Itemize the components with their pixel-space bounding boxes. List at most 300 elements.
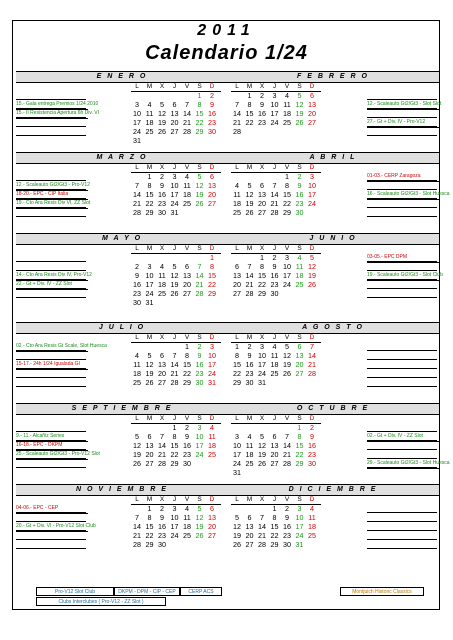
day-number: 13: [208, 513, 216, 522]
day-number: 30: [208, 127, 216, 136]
event-line: [16, 539, 86, 540]
day-number: 3: [197, 423, 202, 432]
event-line: [16, 180, 86, 181]
day-number: 8: [297, 432, 302, 441]
event-item: 15.- Gala entrega Premios 1/24 2010: [16, 101, 88, 110]
weekday-label: L: [235, 415, 239, 422]
day-number: 26: [233, 540, 241, 549]
day-number: 3: [310, 172, 314, 181]
event-item: 27.- Gt + Div. IV - Pro-V12: [367, 119, 439, 128]
day-number: 11: [245, 441, 254, 450]
day-number: 6: [297, 342, 302, 351]
day-number: 5: [247, 181, 252, 190]
month-name: A B R I L: [227, 152, 439, 164]
day-number: 25: [183, 199, 191, 208]
day-number: 12: [195, 181, 204, 190]
day-number: 26: [245, 208, 254, 217]
month-diciembre: [227, 484, 439, 570]
day-number: 4: [285, 91, 289, 100]
day-number: 28: [283, 459, 291, 468]
day-number: 12: [158, 109, 166, 118]
day-number: 29: [145, 208, 154, 217]
day-number: 1: [172, 423, 177, 432]
day-number: 27: [170, 127, 179, 136]
day-number: 6: [147, 432, 152, 441]
event-item: 9.- 11.- Alcañiz Series: [16, 433, 88, 442]
day-number: 26: [295, 118, 304, 127]
day-number: 28: [308, 369, 316, 378]
day-number: 23: [270, 280, 279, 289]
day-number: 15: [170, 441, 179, 450]
day-number: 21: [283, 450, 291, 459]
weekday-label: M: [246, 415, 253, 422]
day-number: 24: [233, 459, 241, 468]
event-line: [367, 539, 437, 540]
day-number: 16: [133, 280, 141, 289]
weekday-label: S: [297, 415, 302, 422]
weekday-label: X: [159, 415, 165, 422]
day-number: 6: [210, 504, 214, 513]
day-number: 31: [233, 468, 241, 477]
day-number: 8: [147, 513, 152, 522]
day-number: 17: [170, 190, 179, 199]
month-julio: [16, 322, 228, 408]
weekday-label: L: [235, 496, 239, 503]
day-number: 4: [210, 423, 214, 432]
weekday-label: L: [135, 334, 139, 341]
day-number: 24: [258, 369, 266, 378]
day-number: 19: [170, 280, 179, 289]
day-number: 1: [272, 504, 277, 513]
day-number: 15: [295, 441, 304, 450]
day-number: 2: [197, 342, 202, 351]
weekday-label: X: [259, 496, 265, 503]
day-number: 17: [258, 360, 266, 369]
month-name: S E P T I E M B R E: [16, 403, 228, 415]
day-number: 16: [270, 271, 279, 280]
day-number: 17: [233, 450, 241, 459]
weekday-label: D: [209, 415, 215, 422]
calendar-title: Calendario 1/24: [145, 42, 308, 64]
day-number: 13: [308, 100, 316, 109]
day-number: 4: [135, 351, 139, 360]
day-number: 4: [272, 342, 277, 351]
day-number: 5: [197, 172, 202, 181]
day-number: 29: [283, 208, 291, 217]
day-number: 20: [295, 360, 304, 369]
day-number: 22: [170, 450, 179, 459]
day-number: 4: [185, 172, 189, 181]
day-number: 14: [158, 441, 166, 450]
day-number: 20: [158, 369, 166, 378]
weekday-header: [131, 334, 221, 343]
day-number: 1: [235, 342, 239, 351]
month-noviembre: [16, 484, 228, 570]
day-number: 23: [195, 369, 204, 378]
day-number: 14: [195, 271, 204, 280]
day-number: 21: [158, 450, 166, 459]
weekday-label: X: [259, 164, 265, 171]
day-number: 2: [272, 253, 277, 262]
event-item: 19.- Cto Ara Resis Div VI, ZZ Slot: [16, 200, 88, 209]
event-line: [367, 458, 437, 459]
day-number: 10: [208, 351, 216, 360]
day-number: 17: [195, 441, 204, 450]
day-number: 18: [308, 522, 316, 531]
month-octubre: [227, 403, 450, 489]
day-number: 11: [208, 432, 216, 441]
day-number: 3: [260, 342, 264, 351]
weekday-label: J: [172, 496, 177, 503]
day-number: 11: [270, 351, 279, 360]
day-number: 1: [147, 172, 152, 181]
day-number: 16: [308, 441, 316, 450]
day-number: 26: [308, 280, 316, 289]
day-number: 5: [172, 262, 177, 271]
month-name: A G O S T O: [227, 322, 439, 334]
weekday-label: S: [297, 164, 302, 171]
day-number: 10: [308, 181, 316, 190]
day-number: 7: [197, 262, 202, 271]
event-item: 29.- Scaleauto Gt2/Gt3 - Slot Huesca: [367, 460, 439, 469]
day-number: 12: [258, 441, 266, 450]
day-number: 1: [297, 423, 302, 432]
event-line: [367, 216, 437, 217]
day-number: 13: [183, 271, 191, 280]
event-line: [16, 548, 86, 549]
month-name: N O V I E M B R E: [16, 484, 228, 496]
day-number: 8: [172, 432, 177, 441]
day-number: 21: [170, 369, 179, 378]
weekday-header: [231, 164, 321, 173]
day-number: 10: [233, 441, 241, 450]
day-number: 17: [133, 118, 141, 127]
event-line: [16, 126, 86, 127]
day-number: 19: [283, 360, 291, 369]
day-number: 6: [160, 351, 164, 360]
day-number: 19: [233, 531, 241, 540]
day-number: 8: [210, 262, 214, 271]
day-number: 6: [172, 100, 177, 109]
event-line: [367, 270, 437, 271]
day-number: 20: [208, 190, 216, 199]
weekday-label: X: [259, 83, 265, 90]
day-number: 8: [197, 100, 202, 109]
day-number: 6: [247, 513, 252, 522]
event-item: 20.- Gt + Div. VI - Pro-V12 Slot Club: [16, 523, 88, 532]
day-number: 29: [208, 289, 216, 298]
weekday-label: S: [197, 415, 202, 422]
day-number: 5: [235, 513, 239, 522]
day-number: 21: [270, 199, 279, 208]
day-number: 28: [183, 127, 191, 136]
weekday-label: M: [246, 164, 253, 171]
day-number: 18: [233, 199, 241, 208]
day-number: 29: [258, 289, 266, 298]
day-number: 15: [145, 522, 154, 531]
weekday-label: D: [209, 245, 215, 252]
day-number: 26: [283, 369, 291, 378]
weekday-label: L: [135, 164, 139, 171]
event-line: [367, 288, 437, 289]
month-mayo: [16, 233, 228, 319]
day-number: 24: [208, 369, 216, 378]
day-number: 31: [208, 378, 216, 387]
day-number: 19: [145, 369, 154, 378]
day-number: 4: [297, 253, 302, 262]
day-number: 9: [272, 262, 277, 271]
day-number: 15: [145, 190, 154, 199]
day-number: 29: [183, 378, 191, 387]
day-number: 28: [170, 378, 179, 387]
day-number: 3: [297, 504, 302, 513]
day-number: 14: [133, 190, 141, 199]
weekday-label: V: [284, 415, 290, 422]
day-number: 22: [208, 280, 216, 289]
day-number: 11: [233, 190, 241, 199]
day-number: 18: [183, 190, 191, 199]
event-line: [367, 377, 437, 378]
day-number: 29: [295, 459, 304, 468]
day-number: 14: [283, 441, 291, 450]
day-number: 8: [235, 351, 239, 360]
weekday-label: J: [272, 334, 277, 341]
day-number: 12: [233, 522, 241, 531]
weekday-label: J: [272, 415, 277, 422]
day-number: 20: [145, 450, 154, 459]
day-number: 23: [158, 531, 166, 540]
day-number: 7: [185, 100, 189, 109]
weekday-label: J: [272, 83, 277, 90]
day-number: 27: [233, 289, 241, 298]
event-line: [16, 297, 86, 298]
day-number: 25: [145, 127, 154, 136]
day-number: 10: [258, 351, 266, 360]
day-number: 9: [285, 513, 289, 522]
day-number: 3: [172, 504, 177, 513]
day-number: 30: [245, 378, 254, 387]
day-number: 26: [170, 289, 179, 298]
day-number: 29: [145, 540, 154, 549]
day-number: 25: [233, 208, 241, 217]
day-number: 14: [245, 271, 254, 280]
event-item: 14.- Cto Ara Resis Div IV, Pro-V12: [16, 272, 88, 281]
event-line: [367, 207, 437, 208]
day-number: 5: [260, 432, 264, 441]
day-number: 27: [208, 199, 216, 208]
month-name: J U N I O: [227, 233, 439, 245]
event-line: [367, 297, 437, 298]
day-number: 21: [308, 360, 316, 369]
event-line: [16, 386, 86, 387]
day-number: 7: [235, 100, 239, 109]
event-item: 04-06.- EPC - CEP: [16, 505, 88, 514]
day-number: 18: [208, 441, 216, 450]
day-number: 16: [283, 522, 291, 531]
day-number: 11: [183, 513, 191, 522]
weekday-label: V: [184, 83, 190, 90]
day-number: 24: [295, 531, 304, 540]
day-number: 17: [308, 190, 316, 199]
day-number: 12: [170, 271, 179, 280]
event-line: [16, 216, 86, 217]
day-number: 19: [295, 109, 304, 118]
event-item: 22.- Gt + Div. IV - ZZ Slot: [16, 281, 88, 290]
day-number: 11: [183, 181, 191, 190]
footer-legend-item: Clubs Interclubes ( Pro-V12 - ZZ Slot ): [36, 597, 166, 606]
day-number: 16: [195, 360, 204, 369]
day-number: 15: [233, 360, 241, 369]
day-number: 14: [233, 109, 241, 118]
day-number: 28: [233, 127, 241, 136]
day-number: 12: [283, 351, 291, 360]
event-item: 16-18.- EPC - DKPM: [16, 442, 88, 451]
day-number: 11: [295, 262, 304, 271]
day-number: 6: [235, 262, 239, 271]
day-number: 17: [295, 522, 304, 531]
event-line: [16, 135, 86, 136]
day-number: 30: [133, 298, 141, 307]
day-number: 4: [160, 262, 164, 271]
day-number: 15: [270, 522, 279, 531]
day-number: 12: [308, 262, 316, 271]
day-number: 5: [197, 504, 202, 513]
event-line: [367, 368, 437, 369]
weekday-label: M: [246, 334, 253, 341]
day-number: 1: [185, 342, 189, 351]
weekday-label: D: [309, 415, 315, 422]
weekday-label: X: [159, 245, 165, 252]
weekday-label: S: [197, 83, 202, 90]
event-item: 15-17.- 24h 1/24 Igualada GI: [16, 361, 88, 370]
day-number: 2: [160, 172, 164, 181]
day-number: 7: [160, 432, 164, 441]
weekday-label: M: [146, 245, 153, 252]
day-number: 10: [170, 181, 179, 190]
day-number: 28: [245, 289, 254, 298]
weekday-label: S: [297, 83, 302, 90]
day-number: 24: [133, 127, 141, 136]
day-number: 25: [158, 289, 166, 298]
month-junio: [227, 233, 443, 319]
event-line: [367, 548, 437, 549]
day-number: 12: [295, 100, 304, 109]
day-number: 22: [258, 280, 266, 289]
day-number: 2: [310, 423, 314, 432]
day-number: 19: [258, 450, 266, 459]
day-number: 3: [210, 342, 214, 351]
day-number: 17: [145, 280, 154, 289]
event-line: [16, 261, 86, 262]
day-number: 23: [133, 289, 141, 298]
weekday-label: V: [284, 334, 290, 341]
day-number: 7: [285, 432, 289, 441]
day-number: 13: [208, 181, 216, 190]
month-marzo: [16, 152, 228, 238]
weekday-label: L: [135, 415, 139, 422]
day-number: 12: [245, 190, 254, 199]
day-number: 20: [233, 280, 241, 289]
weekday-label: L: [235, 83, 239, 90]
day-number: 3: [135, 100, 139, 109]
day-number: 30: [183, 459, 191, 468]
day-number: 29: [170, 459, 179, 468]
day-number: 26: [133, 459, 141, 468]
weekday-label: X: [159, 164, 165, 171]
day-number: 19: [195, 522, 204, 531]
day-number: 17: [283, 271, 291, 280]
day-number: 24: [283, 280, 291, 289]
day-number: 13: [170, 109, 179, 118]
day-number: 26: [158, 127, 166, 136]
weekday-label: X: [159, 83, 165, 90]
event-line: [367, 431, 437, 432]
weekday-label: J: [272, 496, 277, 503]
day-number: 7: [272, 181, 277, 190]
day-number: 24: [195, 450, 204, 459]
weekday-label: S: [197, 334, 202, 341]
event-item: 18-20.- EPC - CIP Italia: [16, 191, 88, 200]
event-item: 19.- Scaleauto Gt2/Gt3 - Slot Club: [367, 272, 439, 281]
day-number: 18: [158, 280, 166, 289]
weekday-label: D: [309, 334, 315, 341]
weekday-label: J: [172, 334, 177, 341]
day-number: 17: [170, 522, 179, 531]
day-number: 11: [133, 360, 141, 369]
day-number: 9: [247, 351, 252, 360]
month-abril: [227, 152, 450, 238]
day-number: 23: [308, 450, 316, 459]
weekday-label: V: [284, 83, 290, 90]
day-number: 31: [133, 136, 141, 145]
day-number: 7: [172, 351, 177, 360]
event-line: [16, 377, 86, 378]
day-number: 10: [195, 432, 204, 441]
day-number: 11: [158, 271, 166, 280]
day-number: 22: [233, 369, 241, 378]
day-number: 25: [283, 118, 291, 127]
day-number: 6: [260, 181, 264, 190]
month-name: J U L I O: [16, 322, 228, 334]
day-number: 2: [247, 342, 252, 351]
day-number: 5: [285, 342, 289, 351]
event-item: 02.- Cto Ara Resis Gt Scale, Slot Huesca: [16, 343, 88, 352]
day-number: 30: [158, 540, 166, 549]
day-number: 4: [235, 181, 239, 190]
day-number: 1: [247, 91, 252, 100]
event-line: [367, 386, 437, 387]
day-number: 26: [258, 459, 266, 468]
day-number: 23: [183, 450, 191, 459]
day-number: 26: [195, 199, 204, 208]
day-number: 1: [260, 253, 264, 262]
day-number: 26: [195, 531, 204, 540]
day-number: 23: [295, 199, 304, 208]
footer-legend-item: Pro-V12 Slot Club: [36, 587, 114, 596]
weekday-label: M: [246, 496, 253, 503]
month-name: E N E R O: [16, 71, 228, 83]
weekday-label: S: [297, 496, 302, 503]
day-number: 14: [183, 109, 191, 118]
day-number: 27: [270, 459, 279, 468]
day-number: 22: [295, 450, 304, 459]
day-number: 18: [183, 522, 191, 531]
weekday-label: S: [297, 334, 302, 341]
day-number: 18: [270, 360, 279, 369]
day-number: 20: [270, 450, 279, 459]
month-name: M A Y O: [16, 233, 228, 245]
day-number: 19: [308, 271, 316, 280]
